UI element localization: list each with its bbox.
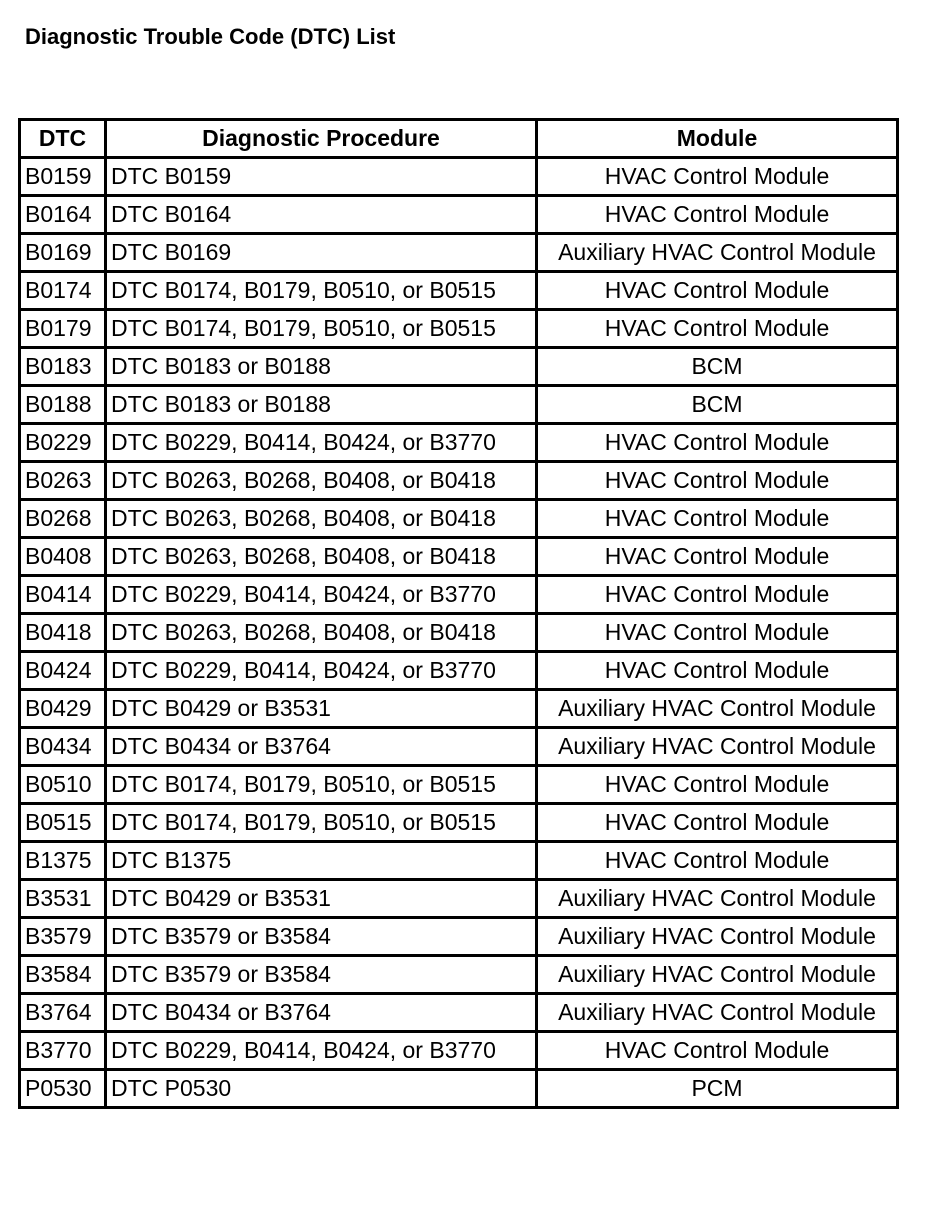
module-cell: HVAC Control Module	[537, 272, 898, 310]
module-cell: Auxiliary HVAC Control Module	[537, 956, 898, 994]
diagnostic-procedure-cell: DTC P0530	[106, 1070, 537, 1108]
module-cell: BCM	[537, 348, 898, 386]
diagnostic-procedure-cell: DTC B0263, B0268, B0408, or B0418	[106, 500, 537, 538]
dtc-table	[18, 118, 899, 1109]
module-cell: BCM	[537, 386, 898, 424]
module-cell: Auxiliary HVAC Control Module	[537, 918, 898, 956]
diagnostic-procedure-cell: DTC B1375	[106, 842, 537, 880]
diagnostic-procedure-cell: DTC B0429 or B3531	[106, 880, 537, 918]
dtc-code-cell: B0188	[20, 386, 106, 424]
header-module: Module	[537, 120, 898, 158]
table-row	[20, 386, 898, 424]
dtc-code-cell: B1375	[20, 842, 106, 880]
dtc-code-cell: B0408	[20, 538, 106, 576]
dtc-code-cell: P0530	[20, 1070, 106, 1108]
module-cell: Auxiliary HVAC Control Module	[537, 880, 898, 918]
dtc-code-cell: B0414	[20, 576, 106, 614]
dtc-code-cell: B0434	[20, 728, 106, 766]
table-row	[20, 690, 898, 728]
dtc-code-cell: B0159	[20, 158, 106, 196]
diagnostic-procedure-cell: DTC B0229, B0414, B0424, or B3770	[106, 424, 537, 462]
diagnostic-procedure-cell: DTC B0164	[106, 196, 537, 234]
dtc-code-cell: B3770	[20, 1032, 106, 1070]
table-row	[20, 994, 898, 1032]
diagnostic-procedure-cell: DTC B0434 or B3764	[106, 994, 537, 1032]
header-diagnostic-procedure: Diagnostic Procedure	[106, 120, 537, 158]
table-row	[20, 1070, 898, 1108]
module-cell: HVAC Control Module	[537, 462, 898, 500]
table-body	[20, 158, 898, 1108]
table-row	[20, 462, 898, 500]
table-row	[20, 310, 898, 348]
module-cell: HVAC Control Module	[537, 500, 898, 538]
diagnostic-procedure-cell: DTC B0174, B0179, B0510, or B0515	[106, 272, 537, 310]
module-cell: HVAC Control Module	[537, 614, 898, 652]
dtc-code-cell: B0429	[20, 690, 106, 728]
dtc-code-cell: B0424	[20, 652, 106, 690]
dtc-code-cell: B3579	[20, 918, 106, 956]
module-cell: Auxiliary HVAC Control Module	[537, 234, 898, 272]
page-title: Diagnostic Trouble Code (DTC) List	[25, 24, 396, 49]
module-cell: Auxiliary HVAC Control Module	[537, 728, 898, 766]
module-cell: HVAC Control Module	[537, 842, 898, 880]
dtc-code-cell: B3584	[20, 956, 106, 994]
dtc-code-cell: B0268	[20, 500, 106, 538]
diagnostic-procedure-cell: DTC B0174, B0179, B0510, or B0515	[106, 310, 537, 348]
diagnostic-procedure-cell: DTC B0229, B0414, B0424, or B3770	[106, 1032, 537, 1070]
table-row	[20, 728, 898, 766]
diagnostic-procedure-cell: DTC B0174, B0179, B0510, or B0515	[106, 804, 537, 842]
table-row	[20, 614, 898, 652]
module-cell: HVAC Control Module	[537, 310, 898, 348]
dtc-code-cell: B0183	[20, 348, 106, 386]
table-row	[20, 918, 898, 956]
module-cell: Auxiliary HVAC Control Module	[537, 690, 898, 728]
diagnostic-procedure-cell: DTC B0174, B0179, B0510, or B0515	[106, 766, 537, 804]
module-cell: HVAC Control Module	[537, 652, 898, 690]
module-cell: HVAC Control Module	[537, 538, 898, 576]
table-row	[20, 1032, 898, 1070]
module-cell: HVAC Control Module	[537, 576, 898, 614]
table-row	[20, 766, 898, 804]
table-row	[20, 196, 898, 234]
table-row	[20, 956, 898, 994]
dtc-code-cell: B0510	[20, 766, 106, 804]
dtc-code-cell: B0174	[20, 272, 106, 310]
dtc-code-cell: B3764	[20, 994, 106, 1032]
table-row	[20, 234, 898, 272]
diagnostic-procedure-cell: DTC B0429 or B3531	[106, 690, 537, 728]
diagnostic-procedure-cell: DTC B0263, B0268, B0408, or B0418	[106, 614, 537, 652]
diagnostic-procedure-cell: DTC B0169	[106, 234, 537, 272]
diagnostic-procedure-cell: DTC B0183 or B0188	[106, 348, 537, 386]
dtc-code-cell: B0179	[20, 310, 106, 348]
table-row	[20, 804, 898, 842]
diagnostic-procedure-cell: DTC B3579 or B3584	[106, 956, 537, 994]
table-header-row	[20, 120, 898, 158]
diagnostic-procedure-cell: DTC B0263, B0268, B0408, or B0418	[106, 462, 537, 500]
module-cell: Auxiliary HVAC Control Module	[537, 994, 898, 1032]
table-row	[20, 348, 898, 386]
table-row	[20, 158, 898, 196]
diagnostic-procedure-cell: DTC B0159	[106, 158, 537, 196]
dtc-code-cell: B3531	[20, 880, 106, 918]
module-cell: HVAC Control Module	[537, 804, 898, 842]
table-row	[20, 880, 898, 918]
dtc-code-cell: B0164	[20, 196, 106, 234]
diagnostic-procedure-cell: DTC B0229, B0414, B0424, or B3770	[106, 652, 537, 690]
dtc-code-cell: B0229	[20, 424, 106, 462]
module-cell: PCM	[537, 1070, 898, 1108]
header-dtc: DTC	[20, 120, 106, 158]
diagnostic-procedure-cell: DTC B0183 or B0188	[106, 386, 537, 424]
module-cell: HVAC Control Module	[537, 196, 898, 234]
table-row	[20, 576, 898, 614]
dtc-code-cell: B0263	[20, 462, 106, 500]
module-cell: HVAC Control Module	[537, 424, 898, 462]
diagnostic-procedure-cell: DTC B0434 or B3764	[106, 728, 537, 766]
table-row	[20, 272, 898, 310]
dtc-code-cell: B0515	[20, 804, 106, 842]
table-row	[20, 500, 898, 538]
table-row	[20, 538, 898, 576]
table-row	[20, 652, 898, 690]
diagnostic-procedure-cell: DTC B0229, B0414, B0424, or B3770	[106, 576, 537, 614]
diagnostic-procedure-cell: DTC B0263, B0268, B0408, or B0418	[106, 538, 537, 576]
dtc-code-cell: B0169	[20, 234, 106, 272]
diagnostic-procedure-cell: DTC B3579 or B3584	[106, 918, 537, 956]
module-cell: HVAC Control Module	[537, 1032, 898, 1070]
dtc-code-cell: B0418	[20, 614, 106, 652]
module-cell: HVAC Control Module	[537, 766, 898, 804]
table-row	[20, 424, 898, 462]
module-cell: HVAC Control Module	[537, 158, 898, 196]
table-row	[20, 842, 898, 880]
